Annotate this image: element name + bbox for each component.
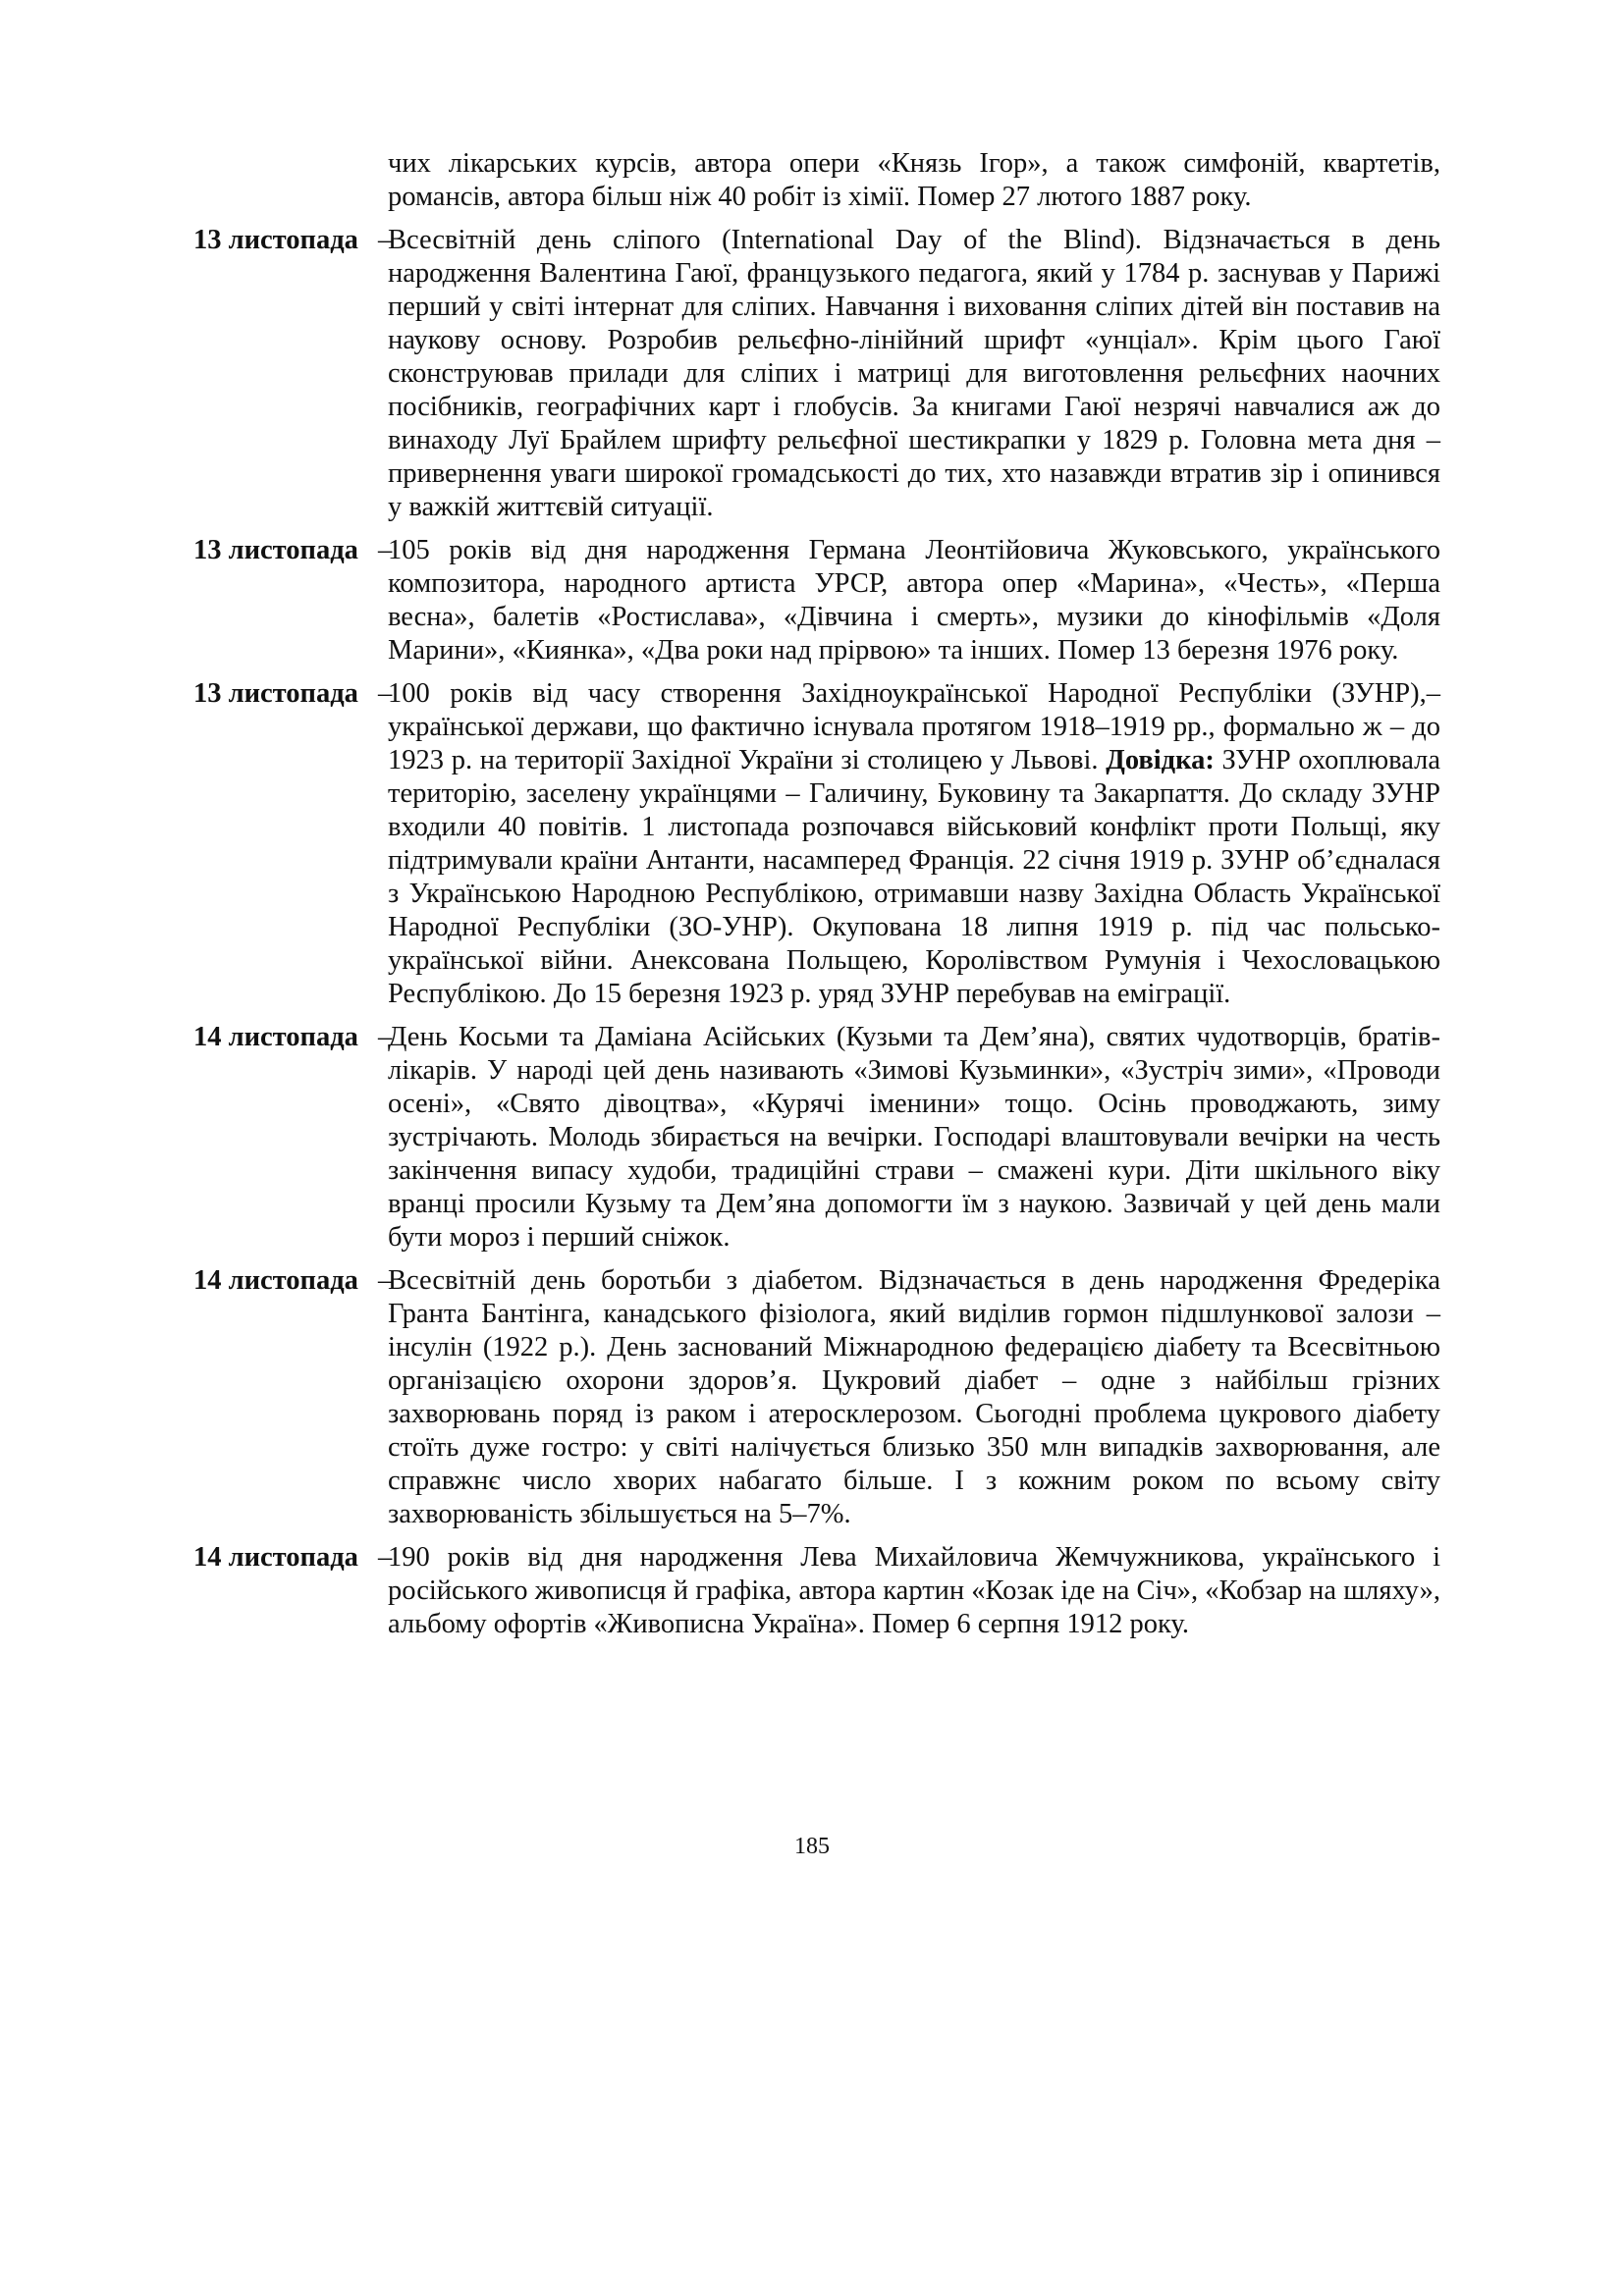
calendar-entry — [193, 1541, 1440, 1641]
calendar-entry — [193, 1021, 1440, 1255]
calendar-entry — [193, 534, 1440, 667]
entry-dash: – — [378, 1542, 393, 1573]
entry-date: 13 листопада — [193, 678, 358, 709]
calendar-entry — [193, 677, 1440, 1011]
entry-text: Всесвітній день боротьби з діабетом. Відзначається в день народження Фредеріка Гранта Бантінга, канадського фізіолога, який виділив гормон підшлункової залози – інсулін (1922 р.). День заснований Міжнародною федерацією діабету та Всесвітньою організацією охорони здоров’я. Цукровий діабет – одне з найбільш грізних захворювань поряд із раком і атеросклерозом. Сьогодні проблема цукрового діабету стоїть дуже гостро: у світі налічується близько 350 млн випадків захворювання, але справжнє число хворих набагато більше. І з кожним роком по всьому світу захворюваність збільшується на 5–7%. — [388, 1265, 1440, 1529]
entry-text: 100 років від часу створення Західноукраїнської Народної Республіки (ЗУНР),– української держави, що фактично існувала протягом 1918–1919 рр., формально ж – до 1923 р. на території Західної України зі столицею у Львові. — [388, 678, 1440, 775]
entry-text: чих лікарських курсів, автора опери «Князь Ігор», а також симфоній, квартетів, романсів, автора більш ніж 40 робіт із хімії. Помер 27 лютого 1887 року. — [388, 148, 1440, 212]
entry-text: 105 років від дня народження Германа Леонтійовича Жуковського, українського композитора, народного артиста УРСР, автора опер «Марина», «Честь», «Перша весна», балетів «Ростислава», «Дівчина і смерть», музики до кінофільмів «Доля Марини», «Киянка», «Два роки над прірвою» та інших. Помер 13 березня 1976 року. — [388, 535, 1440, 666]
entry-date: 13 листопада — [193, 225, 358, 255]
entry-text: 190 років від дня народження Лева Михайловича Жемчужникова, українського і російського живописця й графіка, автора картин «Козак іде на Січ», «Кобзар на шляху», альбому офортів «Живописна Україна». Помер 6 серпня 1912 року. — [388, 1542, 1440, 1639]
calendar-entry — [193, 147, 1440, 214]
calendar-entry — [193, 1264, 1440, 1531]
entry-dash: – — [378, 678, 393, 709]
entry-dash: – — [378, 535, 393, 565]
entry-note-text: ЗУНР охоплювала територію, заселену українцями – Галичину, Буковину та Закарпаття. До складу ЗУНР входили 40 повітів. 1 листопада розпочався військовий конфлікт проти Польщі, яку підтримували країни Антанти, насамперед Франція. 22 січня 1919 р. ЗУНР об’єдналася з Українською Народною Республікою, отримавши назву Західна Область Української Народної Республіки (ЗО-УНР). Окупована 18 липня 1919 р. під час польсько-української війни. Анексована Польщею, Королівством Румунія і Чехословацькою Республікою. До 15 березня 1923 р. уряд ЗУНР перебував на еміграції. — [388, 745, 1440, 1009]
entry-date: 13 листопада — [193, 535, 358, 565]
entry-text: Всесвітній день сліпого (International Day of the Blind). Відзначається в день народження Валентина Гаюї, французького педагога, який у 1784 р. заснував у Парижі перший у світі інтернат для сліпих. Навчання і виховання сліпих дітей він поставив на наукову основу. Розробив рельєфно-лінійний шрифт «унціал». Крім цього Гаюї сконструював прилади для сліпих і матриці для виготовлення рельєфних наочних посібників, географічних карт і глобусів. За книгами Гаюї незрячі навчалися аж до винаходу Луї Брайлем шрифту рельєфної шестикрапки у 1829 р. Головна мета дня – привернення уваги широкої громадськості до тих, хто назавжди втратив зір і опинився у важкій життєвій ситуації. — [388, 225, 1440, 522]
entry-note-label: Довідка: — [1106, 745, 1215, 775]
entry-text: День Косьми та Даміана Асійських (Кузьми та Дем’яна), святих чудотворців, братів-лікарів. У народі цей день називають «Зимові Кузьминки», «Зустріч зими», «Проводи осені», «Свято дівоцтва», «Курячі іменини» тощо. Осінь проводжають, зиму зустрічають. Молодь збирається на вечірки. Господарі влаштовували вечірки на честь закінчення випасу худоби, традиційні страви – смажені кури. Діти шкільного віку вранці просили Кузьму та Дем’яна допомогти їм з наукою. Зазвичай у цей день мали бути мороз і перший сніжок. — [388, 1022, 1440, 1253]
entry-text-group — [388, 678, 1440, 1009]
calendar-entry — [193, 224, 1440, 524]
entry-date: 14 листопада — [193, 1265, 358, 1296]
page-number: 185 — [794, 1834, 830, 1859]
entry-date: 14 листопада — [193, 1542, 358, 1573]
entry-dash: – — [378, 1022, 393, 1052]
entry-dash: – — [378, 1265, 393, 1296]
entry-date: 14 листопада — [193, 1022, 358, 1052]
calendar-entries — [193, 147, 1440, 1651]
entry-dash: – — [378, 225, 393, 255]
